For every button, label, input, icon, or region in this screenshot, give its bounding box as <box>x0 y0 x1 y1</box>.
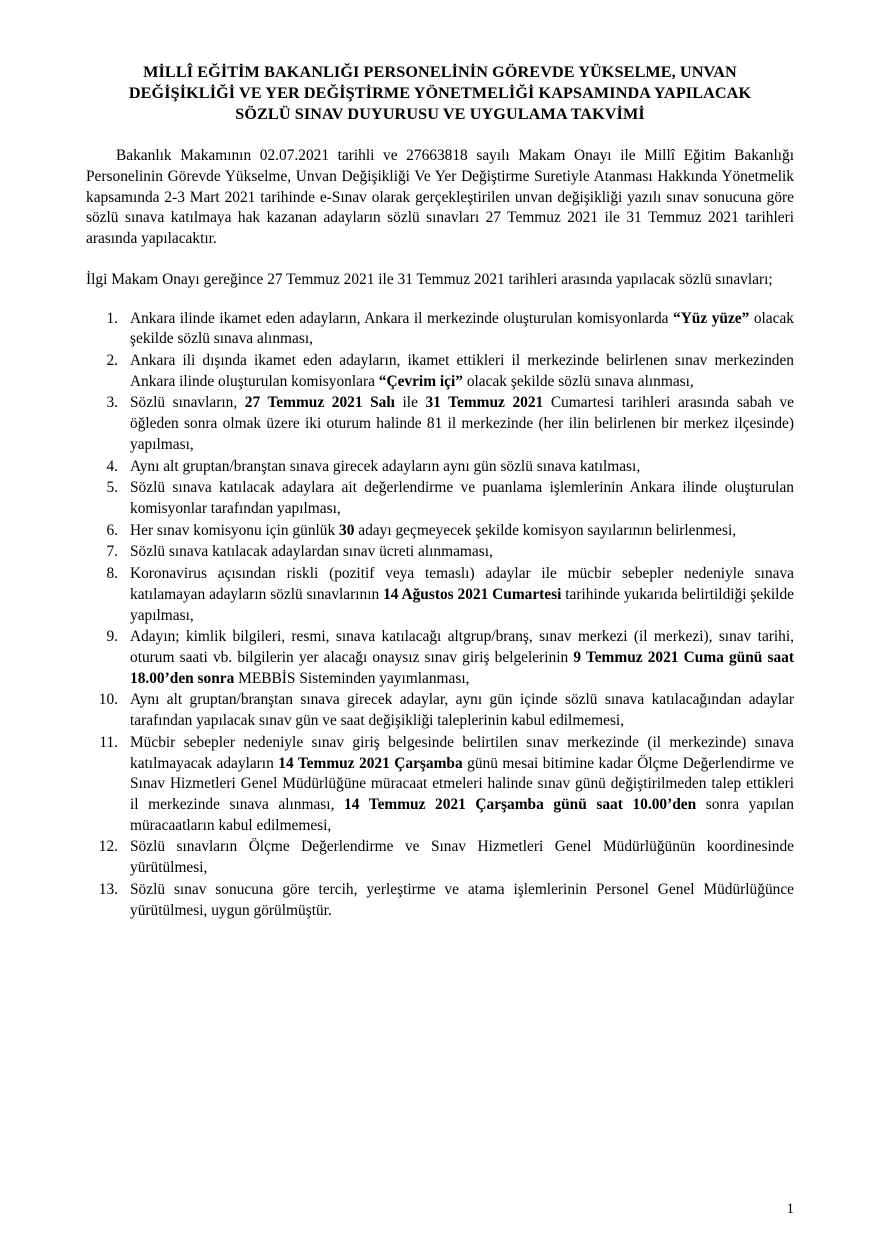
list-item-text <box>130 310 794 348</box>
list-item <box>86 564 794 626</box>
emphasis-text: “Çevrim içi” <box>378 372 463 390</box>
list-item-number: 9. <box>106 628 118 646</box>
list-item-text <box>130 734 794 834</box>
plain-text: Sözlü sınava katılacak adaylara ait değerlendirme ve puanlama işlemlerinin Ankara ilinde oluşturulan komisyonlar tarafından yapılması, <box>130 479 794 517</box>
list-item-text <box>130 691 794 729</box>
plain-text: Sözlü sınava katılacak adaylardan sınav ücreti alınmaması, <box>130 543 493 561</box>
list-item-number: 7. <box>106 543 118 561</box>
plain-text: Koronavirus açısından riskli (pozitif veya temaslı) adaylar ile mücbir sebepler nedeniyle sınava katılamayan adayların sözlü sınavlarının <box>130 565 794 603</box>
emphasis-text: “Yüz yüze” <box>673 309 750 327</box>
list-item <box>86 351 794 392</box>
plain-text: ile <box>394 394 426 412</box>
list-item <box>86 837 794 878</box>
page-number: 1 <box>786 1201 794 1217</box>
plain-text: adayı geçmeyecek şekilde komisyon sayılarının belirlenmesi, <box>354 521 737 539</box>
list-item-number: 10. <box>98 691 118 709</box>
title-line-3: SÖZLÜ SINAV DUYURUSU VE UYGULAMA TAKVİMİ <box>235 105 645 124</box>
list-item-number: 13. <box>98 880 118 898</box>
plain-text: Aynı alt gruptan/branştan sınava girecek adayların aynı gün sözlü sınava katılması, <box>130 457 641 475</box>
intro-paragraph-1: Bakanlık Makamının 02.07.2021 tarihli ve 27663818 sayılı Makam Onayı ile Millî Eğitim Bakanlığı Personelinin Görevde Yükselme, Unvan Değişikliği Ve Yer Değiştirme Suretiyle Atanması Hakkında Yönetmelik kapsamında 2-3 Mart 2021 tarihinde e-Sınav olarak gerçekleştirilen unvan değişikliği yazılı sınav sonucuna göre sözlü sınava katılmaya hak kazanan adayların sözlü sınavları 27 Temmuz 2021 ile 31 Temmuz 2021 tarihleri arasında yapılacaktır. <box>86 147 794 248</box>
plain-text: Sözlü sınav sonucuna göre tercih, yerleştirme ve atama işlemlerinin Personel Genel Müdürlüğünce yürütülmesi, uygun görülmüştür. <box>130 880 794 919</box>
plain-text: günü mesai bitimine kadar Ölçme Değerlendirme ve Sınav Hizmetleri Genel Müdürlüğüne müracaat etmeleri halinde sınav günü değiştirilmeden talep ettikleri il merkezinde sınava alınması, <box>130 754 794 814</box>
title-line-2: DEĞİŞİKLİĞİ VE YER DEĞİŞTİRME YÖNETMELİĞİ KAPSAMINDA YAPILACAK <box>128 84 752 103</box>
plain-text: Ankara ili dışında ikamet eden adayların, ikamet ettikleri il merkezinde belirlenen sınav merkezinden Ankara ilinde oluşturulan komisyonlara <box>130 351 794 390</box>
emphasis-text: 31 Temmuz 2021 <box>425 394 544 412</box>
list-item-number: 11. <box>99 733 118 751</box>
emphasis-text: 14 Temmuz 2021 Çarşamba <box>278 754 463 772</box>
plain-text: Adayın; kimlik bilgileri, resmi, sınava katılacağı altgrup/branş, sınav merkezi (il merkezi), sınav tarihi, oturum saati vb. bilgilerin yer alacağı onaysız sınav giriş belgelerinin <box>130 628 794 666</box>
list-item-text <box>130 628 794 686</box>
list-item-text <box>130 458 640 475</box>
emphasis-text: 14 Ağustos 2021 Cumartesi <box>383 585 562 603</box>
list-item-text <box>130 565 794 623</box>
list-item <box>86 542 794 563</box>
list-item-number: 3. <box>106 394 118 412</box>
list-item-number: 1. <box>106 309 118 327</box>
plain-text: Sözlü sınavların, <box>130 394 245 412</box>
plain-text: sonra yapılan müracaatların kabul edilmemesi, <box>130 796 794 834</box>
numbered-items-list <box>86 309 794 922</box>
title-line-1: MİLLÎ EĞİTİM BAKANLIĞI PERSONELİNİN GÖREVDE YÜKSELME, UNVAN <box>143 63 737 81</box>
intro-paragraph-2: İlgi Makam Onayı gereğince 27 Temmuz 2021 ile 31 Temmuz 2021 tarihleri arasında yapılacak sözlü sınavları; <box>86 270 773 288</box>
list-item <box>86 309 794 350</box>
list-item-text <box>130 522 736 539</box>
plain-text: olacak şekilde sözlü sınava alınması, <box>462 372 694 390</box>
plain-text: olacak şekilde sözlü sınava alınması, <box>130 309 794 348</box>
list-item-text <box>130 543 493 560</box>
plain-text: Aynı alt gruptan/branştan sınava girecek adaylar, aynı gün içinde sözlü sınava katılacağından adaylar tarafından yapılacak sınav gün ve saat değişikliği taleplerinin kabul edilmemesi, <box>130 691 794 730</box>
list-item <box>86 478 794 519</box>
list-item <box>86 393 794 455</box>
plain-text: Her sınav komisyonu için günlük <box>130 521 340 539</box>
plain-text: tarihinde yukarıda belirtildiği şekilde yapılması, <box>130 585 794 624</box>
emphasis-text: 27 Temmuz 2021 Salı <box>244 394 395 412</box>
plain-text: MEBBİS Sisteminden yayımlanması, <box>234 669 470 687</box>
list-item-number: 5. <box>106 479 118 497</box>
list-item <box>86 880 794 921</box>
list-item <box>86 457 794 478</box>
plain-text: Mücbir sebepler nedeniyle sınav giriş belgesinde belirtilen sınav merkezinde (il merkezinde) sınava katılmayacak adayların <box>130 733 794 772</box>
plain-text: Sözlü sınavların Ölçme Değerlendirme ve Sınav Hizmetleri Genel Müdürlüğünün koordinesinde yürütülmesi, <box>130 838 794 877</box>
list-item <box>86 521 794 542</box>
list-item-text <box>130 479 794 517</box>
list-item-text <box>130 394 794 452</box>
list-item-number: 12. <box>98 838 118 856</box>
plain-text: Ankara ilinde ikamet eden adayların, Ankara il merkezinde oluşturulan komisyonlarda <box>130 309 673 327</box>
emphasis-text: 30 <box>339 521 355 539</box>
list-item <box>86 690 794 731</box>
list-item-number: 6. <box>106 521 118 539</box>
list-item <box>86 733 794 837</box>
emphasis-text: 9 Temmuz 2021 Cuma günü saat 18.00’den sonra <box>130 649 794 687</box>
list-item-number: 2. <box>106 351 118 369</box>
page-title <box>86 62 794 125</box>
emphasis-text: 14 Temmuz 2021 Çarşamba günü saat 10.00’den <box>344 796 697 814</box>
plain-text: Cumartesi tarihleri arasında sabah ve öğleden sonra olmak üzere iki oturum halinde 81 il merkezinde (her ilin belirlenen bir merkez ilçesinde) yapılması, <box>130 394 794 453</box>
list-item-text <box>130 838 794 876</box>
list-item-number: 4. <box>106 457 118 475</box>
list-item-text <box>130 352 794 390</box>
list-item-number: 8. <box>106 565 118 583</box>
list-item <box>86 627 794 689</box>
list-item-text <box>130 881 794 919</box>
